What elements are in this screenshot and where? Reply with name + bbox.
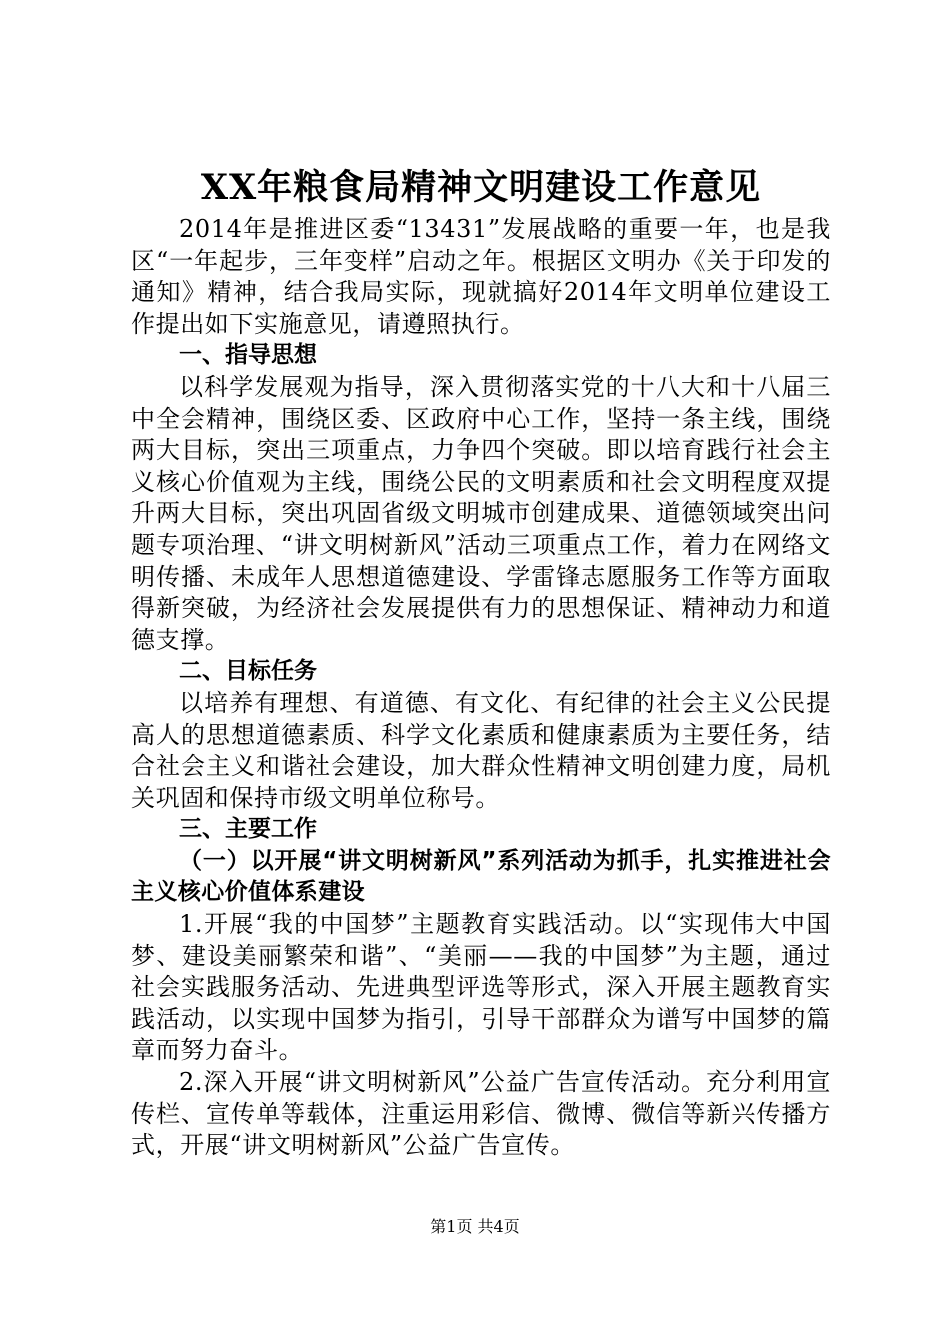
section-heading: 三、主要工作 <box>179 816 317 843</box>
section-goals <box>131 656 831 814</box>
section-paragraph: 以科学发展观为指导，深入贯彻落实党的十八大和十八届三中全会精神，围绕区委、区政府中心工作，坚持一条主线，围绕两大目标，突出三项重点，力争四个突破。即以培育践行社会主义核心价值观为主线，围绕公民的文明素质和社会文明程度双提升两大目标，突出巩固省级文明城市创建成果、道德领域突出问题专项治理、“讲文明树新风”活动三项重点工作，着力在网络文明传播、未成年人思想道德建设、学雷锋志愿服务工作等方面取得新突破，为经济社会发展提供有力的思想保证、精神动力和道德支撑。 <box>131 372 831 654</box>
work-item-paragraph: 1.开展“我的中国梦”主题教育实践活动。以“实现伟大中国梦、建设美丽繁荣和谐”、“美丽——我的中国梦”为主题，通过社会实践服务活动、先进典型评选等形式，深入开展主题教育实践活动，以实现中国梦为指引，引导干部群众为谱写中国梦的篇章而努力奋斗。 <box>131 910 831 1065</box>
section-guiding-ideology <box>131 340 831 656</box>
document-body <box>131 162 831 1162</box>
section-heading: 一、指导思想 <box>179 342 317 369</box>
section-heading: 二、目标任务 <box>179 658 317 685</box>
section-main-work <box>131 814 831 1162</box>
page-footer: 第1页 共4页 <box>430 1217 520 1236</box>
document-title: XX年粮食局精神文明建设工作意见 <box>200 167 762 208</box>
work-item-paragraph: 2.深入开展“讲文明树新风”公益广告宣传活动。充分利用宣传栏、宣传单等载体，注重运用彩信、微博、微信等新兴传播方式，开展“讲文明树新风”公益广告宣传。 <box>131 1068 831 1160</box>
section-paragraph: 以培养有理想、有道德、有文化、有纪律的社会主义公民提高人的思想道德素质、科学文化素质和健康素质为主要任务，结合社会主义和谐社会建设，加大群众性精神文明创建力度，局机关巩固和保持市级文明单位称号。 <box>131 688 831 812</box>
intro-paragraph: 2014年是推进区委“13431”发展战略的重要一年，也是我区“一年起步，三年变样”启动之年。根据区文明办《关于印发的通知》精神，结合我局实际，现就搞好2014年文明单位建设工作提出如下实施意见，请遵照执行。 <box>131 215 831 338</box>
section-subheading: （一）以开展“讲文明树新风”系列活动为抓手，扎实推进社会主义核心价值体系建设 <box>131 847 831 906</box>
